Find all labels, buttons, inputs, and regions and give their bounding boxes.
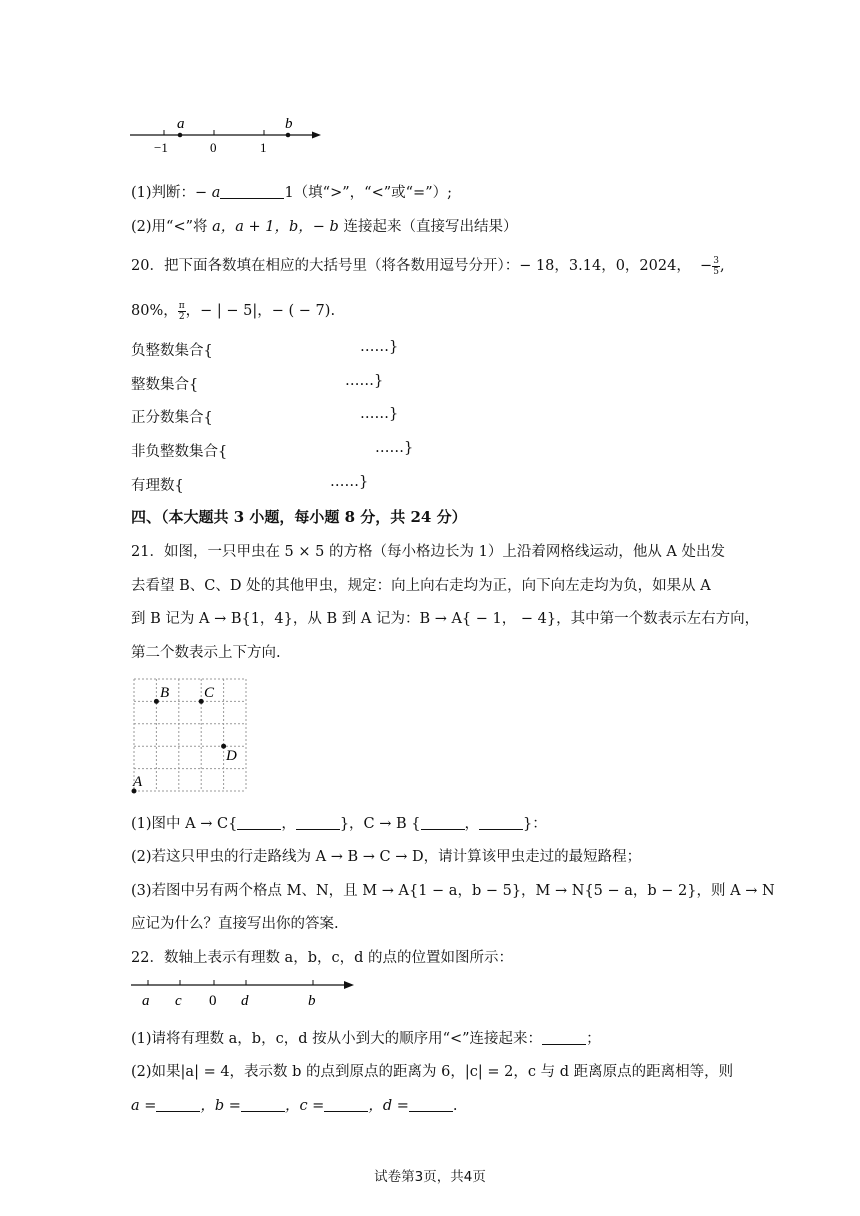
label-b: b xyxy=(285,116,293,132)
answer-blank[interactable] xyxy=(156,1097,200,1112)
label-d: d xyxy=(241,993,249,1009)
label-D: D xyxy=(226,748,237,764)
q22-part2-line2: a = ，b = ，c = ，d = . xyxy=(131,1098,458,1114)
q19-part1: (1)判断：− a 1（填“>”，“<”或“=”）; xyxy=(131,185,452,201)
point-b xyxy=(286,133,291,138)
set-rationals-close: ……} xyxy=(330,474,369,490)
set-nonnegative-integers: 非负整数集合{ xyxy=(131,444,228,460)
set-negative-integers: 负整数集合{ xyxy=(131,343,213,359)
point-B xyxy=(154,699,159,704)
set-positive-fractions-close: ……} xyxy=(360,406,399,422)
set-nonnegative-integers-close: ……} xyxy=(375,440,414,456)
q22-line1: 22．数轴上表示有理数 a，b，c，d 的点的位置如图所示： xyxy=(131,950,513,966)
tick-label-zero: 0 xyxy=(210,140,217,155)
answer-blank[interactable] xyxy=(479,815,523,830)
answer-blank[interactable] xyxy=(237,815,281,830)
answer-blank[interactable] xyxy=(324,1097,368,1112)
q19-part2: (2)用“<”将 a，a + 1，b，− b 连接起来（直接写出结果） xyxy=(131,219,518,235)
answer-blank[interactable] xyxy=(241,1097,285,1112)
set-rationals: 有理数{ xyxy=(131,478,184,494)
set-negative-integers-close: ……} xyxy=(360,339,399,355)
set-integers: 整数集合{ xyxy=(131,377,199,393)
point-C xyxy=(199,699,204,704)
axis-arrow xyxy=(344,981,354,989)
q21-line2: 去看望 B、C、D 处的其他甲虫，规定：向上向右走均为正，向下向左走均为负，如果从 A xyxy=(131,578,711,594)
fraction-three-fifths: $\frac{3}{5}$ xyxy=(713,255,719,277)
q22-part2-line1: (2)如果|a| = 4，表示数 b 的点到原点的距离为 6，|c| = 2，c 与 d 距离原点的距离相等，则 xyxy=(131,1064,734,1080)
answer-blank[interactable] xyxy=(220,184,284,199)
page-footer: 试卷第3页，共4页 xyxy=(374,1169,486,1185)
answer-blank[interactable] xyxy=(421,815,465,830)
q21-part3-line2: 应记为什么？直接写出你的答案. xyxy=(131,916,339,932)
q20-line2: 80%， $\frac{\pi}{2}$ ，− | − 5|，− ( − 7). xyxy=(131,300,336,322)
label-a: a xyxy=(142,993,150,1009)
q21-line1: 21．如图，一只甲虫在 5 × 5 的方格（每小格边长为 1）上沿着网格线运动，他从 A 处出发 xyxy=(131,544,726,560)
label-B: B xyxy=(160,685,170,701)
label-zero: 0 xyxy=(209,993,217,1009)
tick-label-one: 1 xyxy=(260,140,267,155)
label-b: b xyxy=(308,993,316,1009)
answer-blank[interactable] xyxy=(296,815,340,830)
q21-part3-line1: (3)若图中另有两个格点 M、N，且 M → A{1 − a，b − 5}，M → N{5 − a，b − 2}，则 A → N xyxy=(131,883,775,899)
q21-part1: (1)图中 A → C{ ， }，C → B { ， }： xyxy=(131,816,547,832)
q22-part1: (1)请将有理数 a，b，c，d 按从小到大的顺序用“<”连接起来： ； xyxy=(131,1031,601,1047)
tick-label-minus-one: −1 xyxy=(154,140,168,155)
number-line-figure-1 xyxy=(125,112,335,157)
set-integers-close: ……} xyxy=(345,373,384,389)
grid-lines xyxy=(134,679,246,791)
number-line-figure-2 xyxy=(128,973,363,1013)
section-title: 四、（本大题共 3 小题，每小题 8 分，共 24 分） xyxy=(131,508,467,526)
q20-line1: 20．把下面各数填在相应的大括号里（将各数用逗号分开）：− 18，3.14，0，2024， − $\frac{3}{5}$ , xyxy=(131,255,725,277)
label-c: c xyxy=(175,993,182,1009)
label-C: C xyxy=(204,685,215,701)
fraction-pi-half: $\frac{\pi}{2}$ xyxy=(178,300,185,322)
label-a: a xyxy=(177,116,185,132)
answer-blank[interactable] xyxy=(542,1030,586,1045)
axis-arrow xyxy=(312,132,321,139)
point-a xyxy=(178,133,183,138)
label-A: A xyxy=(133,774,143,790)
answer-blank[interactable] xyxy=(409,1097,453,1112)
set-positive-fractions: 正分数集合{ xyxy=(131,410,213,426)
q21-line4: 第二个数表示上下方向. xyxy=(131,645,281,661)
q21-part2: (2)若这只甲虫的行走路线为 A → B → C → D，请计算该甲虫走过的最短路程； xyxy=(131,849,642,865)
q21-line3: 到 B 记为 A → B{1，4}，从 B 到 A 记为：B → A{ − 1， − 4}，其中第一个数表示左右方向， xyxy=(131,611,760,627)
grid-figure xyxy=(128,674,253,796)
